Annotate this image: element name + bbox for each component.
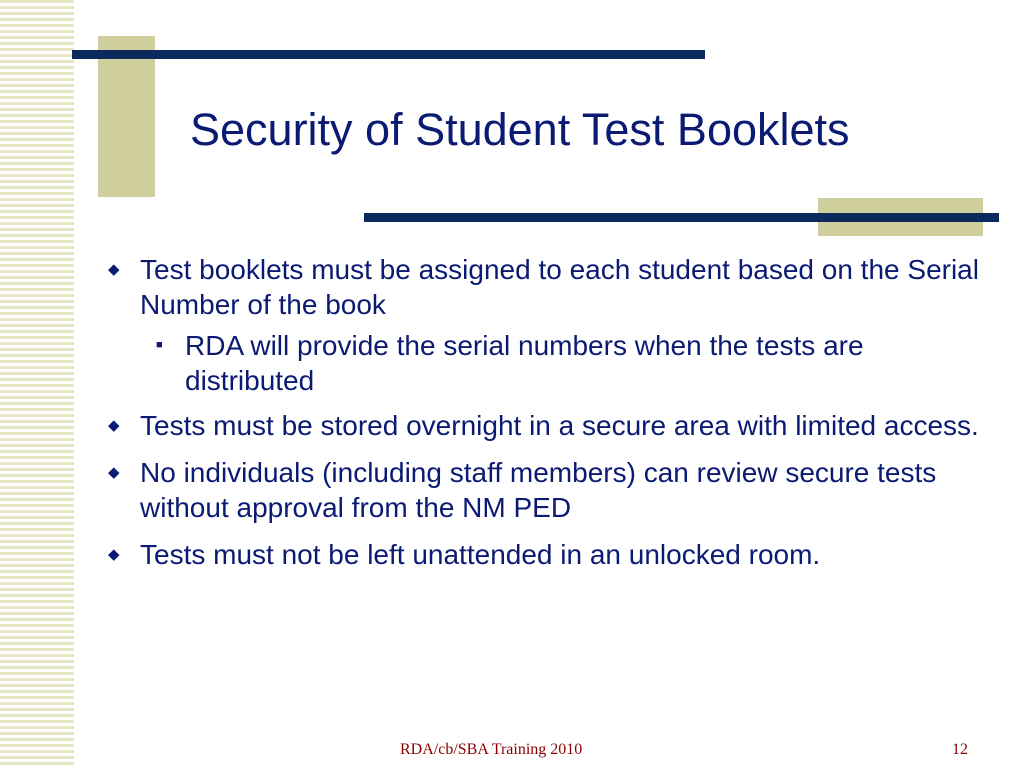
- bullet-text: No individuals (including staff members) can review secure tests without approval from the NM PED: [140, 457, 937, 523]
- bottom-rule: [364, 213, 999, 222]
- diamond-bullet-icon: ◆: [108, 464, 120, 481]
- diamond-bullet-icon: ◆: [108, 417, 120, 434]
- bullet-list: [100, 252, 980, 584]
- bullet-text: Tests must not be left unattended in an unlocked room.: [140, 539, 821, 570]
- bullet-text: Tests must be stored overnight in a secure area with limited access.: [140, 410, 979, 441]
- diamond-bullet-icon: ◆: [108, 261, 120, 278]
- sub-bullet-item: [100, 328, 980, 398]
- page-number: 12: [952, 741, 968, 758]
- top-rule: [72, 50, 705, 59]
- sub-bullet-text: RDA will provide the serial numbers when the tests are distributed: [185, 330, 864, 396]
- bullet-item: [100, 455, 980, 525]
- bullet-item: [100, 537, 980, 572]
- footer-text: RDA/cb/SBA Training 2010: [400, 741, 583, 758]
- square-bullet-icon: ■: [156, 339, 163, 351]
- accent-block-top: [98, 36, 155, 197]
- diamond-bullet-icon: ◆: [108, 546, 120, 563]
- bullet-item: [100, 252, 980, 322]
- decorative-stripe-band: [0, 0, 74, 768]
- bullet-item: [100, 408, 980, 443]
- slide-title: Security of Student Test Booklets: [190, 104, 850, 155]
- bullet-text: Test booklets must be assigned to each student based on the Serial Number of the book: [140, 254, 979, 320]
